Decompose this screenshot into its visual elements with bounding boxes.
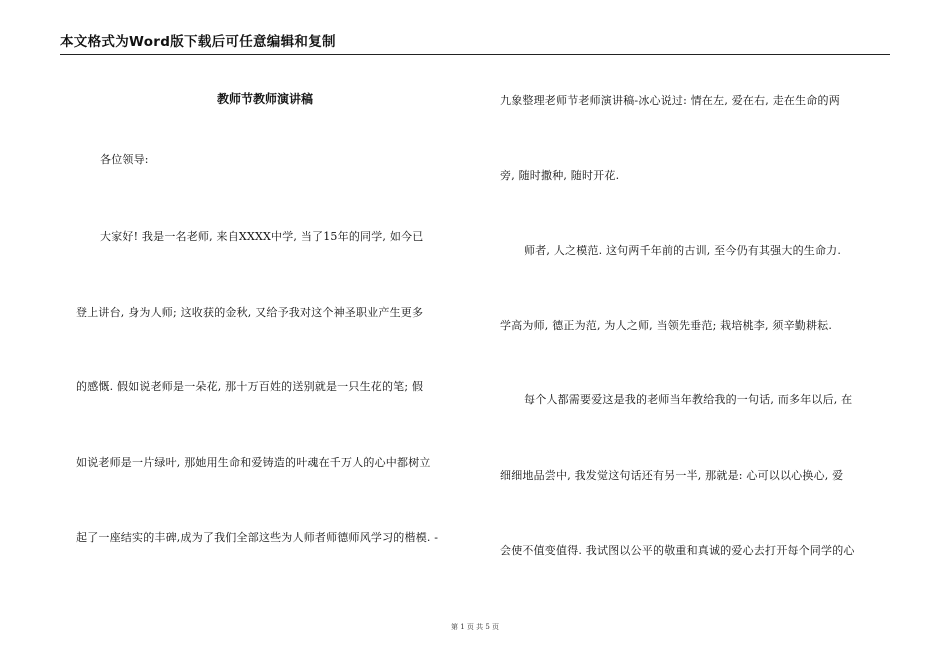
page-number: 第 1 页 共 5 页 [450, 623, 500, 631]
text-line: 的感慨. 假如说老师是一朵花, 那十万百姓的送别就是一只生花的笔; 假 [76, 380, 424, 393]
text-line: 旁, 随时撒种, 随时开花. [500, 169, 620, 182]
text-line: 各位领导: [100, 153, 149, 166]
header-text: 本文格式为Word版下载后可任意编辑和复制 [60, 34, 336, 50]
text-line: 登上讲台, 身为人师; 这收获的金秋, 又给予我对这个神圣职业产生更多 [76, 306, 424, 319]
document-title: 教师节教师演讲稿 [216, 92, 313, 106]
text-line: 学高为师, 德正为范, 为人之师, 当领先垂范; 栽培桃李, 须辛勤耕耘. [500, 319, 833, 332]
page-header [60, 34, 890, 55]
text-line: 起了一座结实的丰碑,成为了我们全部这些为人师者师德师风学习的楷模. - [76, 531, 439, 544]
text-line: 每个人都需要爱这是我的老师当年教给我的一句话, 而多年以后, 在 [524, 393, 853, 406]
text-line: 如说老师是一片绿叶, 那她用生命和爱铸造的叶魂在千万人的心中都树立 [76, 456, 431, 469]
text-line: 细细地品尝中, 我发觉这句话还有另一半, 那就是: 心可以以心换心, 爱 [500, 469, 844, 482]
text-line: 会使不值变值得. 我试图以公平的敬重和真诚的爱心去打开每个同学的心 [500, 544, 855, 557]
text-line: 师者, 人之模范. 这句两千年前的古训, 至今仍有其强大的生命力. [524, 244, 842, 257]
text-line: 大家好! 我是一名老师, 来自XXXX中学, 当了15年的同学, 如今已 [100, 230, 424, 243]
text-line: 九象整理老师节老师演讲稿-冰心说过: 情在左, 爱在右, 走在生命的两 [500, 94, 840, 107]
